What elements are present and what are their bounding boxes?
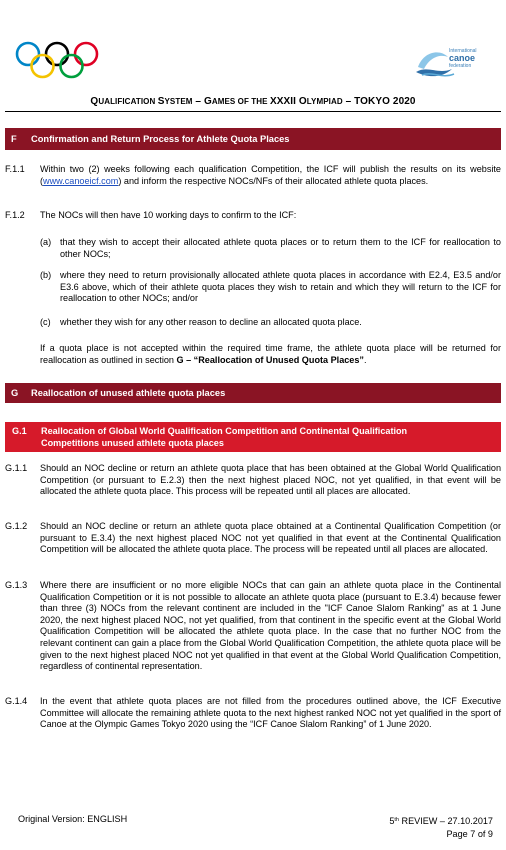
paragraph-number-g114: G.1.4 bbox=[5, 696, 28, 706]
paragraph-number-f12: F.1.2 bbox=[5, 210, 25, 220]
document-header-title: QUALIFICATION SYSTEM – GAMES OF THE XXXII OLYMPIAD – TOKYO 2020 bbox=[90, 96, 416, 107]
list-label-b: (b) bbox=[40, 270, 52, 280]
list-label-c: (c) bbox=[40, 317, 51, 327]
footer-review: 5th REVIEW – 27.10.2017 bbox=[389, 816, 493, 826]
paragraph-number-f11: F.1.1 bbox=[5, 164, 25, 174]
paragraph-number-g112: G.1.2 bbox=[5, 521, 28, 531]
list-item-a: that they wish to accept their allocated athlete quota places or to return them to the ICF for reallocation to other NOCs; bbox=[60, 237, 501, 259]
section-g-heading bbox=[5, 383, 501, 403]
icf-logo-text bbox=[449, 48, 489, 69]
black-ring bbox=[46, 43, 68, 65]
red-ring bbox=[75, 43, 97, 65]
paragraph-f11: Within two (2) weeks following each qualification Competition, the ICF will publish the results on its website (www.canoeicf.com) and inform the respective NOCs/NFs of their allocated athlete quota places. bbox=[40, 164, 501, 186]
subsection-g1-heading bbox=[5, 422, 501, 452]
subsection-g1-title: Reallocation of Global World Qualification Competition and Continental Qualification Competitions unused athlete quota places bbox=[41, 426, 408, 448]
icf-website-link[interactable]: www.canoeicf.com bbox=[43, 175, 119, 186]
section-f-heading bbox=[5, 128, 501, 150]
yellow-ring bbox=[32, 55, 54, 77]
paragraph-f12-closing: If a quota place is not accepted within the required time frame, the athlete quota place will be returned for reallocation as outlined in section G – “Reallocation of Unused Quota Places”. bbox=[40, 343, 501, 365]
section-g-reference: G – “Reallocation of Unused Quota Places” bbox=[176, 354, 364, 365]
green-ring bbox=[61, 55, 83, 77]
paragraph-g113: Where there are insufficient or no more eligible NOCs that can gain an athlete quota place in the Continental Qualification Competition or it is not possible to allocate an athlete quota place (pursuant to E.3.4) because fewer than three (3) NOCs from the relevant continent are included in the "ICF Canoe Slalom Ranking" as at 1 June 2020, the next highest placed NOC, not yet qualified, from that continent in the specific event at the Global World Qualification Competition will be allocated the athlete quota place. In the case that no further NOC from the relevant continent can gain a place from the Global World Qualification Competition, the athlete quota place will be given to the next highest placed NOC not yet qualified in that event at the Global World Qualification Competition, regardless of continental representation. bbox=[40, 580, 501, 672]
paragraph-number-g111: G.1.1 bbox=[5, 463, 28, 473]
olympic-rings-logo bbox=[14, 40, 100, 82]
section-g-number: G bbox=[11, 388, 19, 398]
section-f-number: F bbox=[11, 134, 17, 144]
section-f-title: Confirmation and Return Process for Athlete Quota Places bbox=[31, 134, 290, 144]
paragraph-f12: The NOCs will then have 10 working days to confirm to the ICF: bbox=[40, 210, 297, 220]
footer-review-info bbox=[389, 814, 493, 840]
list-item-c: whether they wish for any other reason to decline an allocated quota place. bbox=[60, 317, 362, 327]
section-g-title: Reallocation of unused athlete quota places bbox=[31, 388, 226, 398]
paragraph-g112: Should an NOC decline or return an athlete quota place obtained at a Continental Qualification Competition (or pursuant to E.3.4) the next highest placed NOC not yet qualified in that event at the Continental Qualification Competition will be allocated the athlete quota place. The process will be repeated until all places are allocated. bbox=[40, 521, 501, 555]
icf-logo-federation: federation bbox=[449, 63, 472, 69]
paragraph-g111: Should an NOC decline or return an athlete quota place that has been obtained at the Global World Qualification Competition (or pursuant to E.2.3) then the next highest placed NOC, not yet qualified, in that event will be allocated the athlete quota place. This process will be repeated until all places are allocated. bbox=[40, 463, 501, 497]
icf-logo-canoe: canoe bbox=[449, 53, 476, 63]
list-label-a: (a) bbox=[40, 237, 52, 247]
paragraph-g114: In the event that athlete quota places are not filled from the procedures outlined above, the ICF Executive Committee will allocate the remaining athlete quota to the next highest ranked NOC not yet qualified in the sport of Canoe at the Olympic Games Tokyo 2020 using the “ICF Canoe Slalom Ranking” of 1 June 2020. bbox=[40, 696, 501, 730]
paragraph-number-g113: G.1.3 bbox=[5, 580, 28, 590]
icf-logo-small: International bbox=[449, 48, 477, 54]
blue-ring bbox=[17, 43, 39, 65]
footer-original-version: Original Version: ENGLISH bbox=[18, 814, 128, 824]
footer-page-number: Page 7 of 9 bbox=[446, 828, 493, 839]
header-divider bbox=[5, 111, 501, 112]
subsection-g1-number: G.1 bbox=[12, 426, 27, 436]
list-item-b: where they need to return provisionally allocated athlete quota places in accordance with E2.4, E3.5 and/or E3.6 above, which of their athlete quota places they wish to retain and which they will return to the ICF for reallocation to other NOCs; and/or bbox=[60, 270, 501, 304]
